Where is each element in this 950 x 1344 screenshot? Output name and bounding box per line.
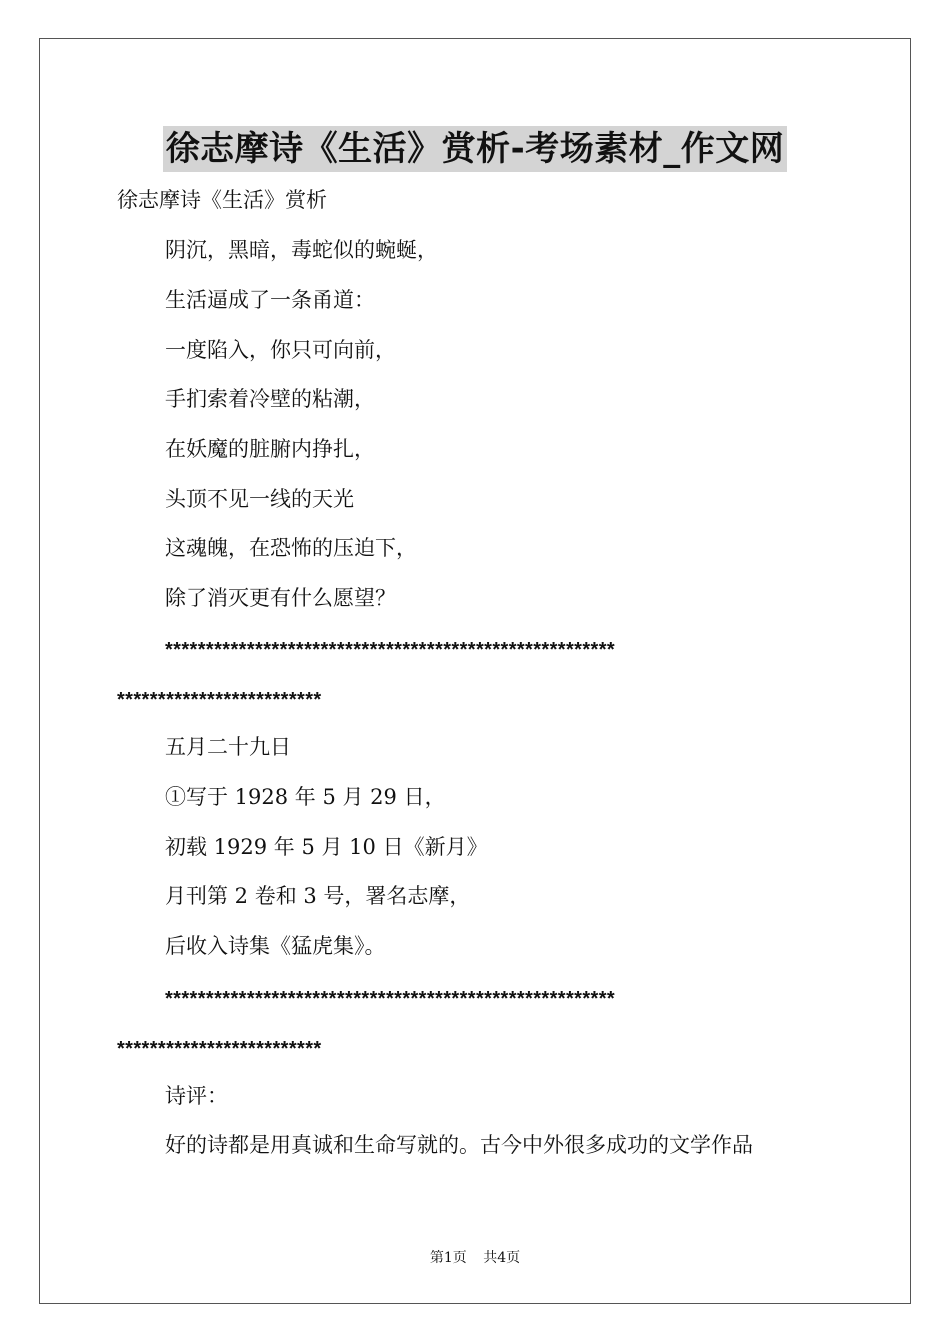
poem-line: 除了消灭更有什么愿望？: [165, 586, 396, 610]
poem-line: 手扪索着冷壁的粘潮，: [165, 387, 375, 411]
separator-stars: *******************************************************: [165, 988, 616, 1010]
note-line: 月刊第 2 卷和 3 号，署名志摩，: [165, 884, 471, 908]
note-line: ①写于 1928 年 5 月 29 日，: [165, 785, 446, 809]
poem-line: 生活逼成了一条甬道：: [165, 288, 375, 312]
title-container: [0, 126, 950, 172]
separator-stars: *************************: [117, 1038, 322, 1060]
poem-line: 一度陷入，你只可向前，: [165, 338, 396, 362]
page-footer: [0, 1247, 950, 1267]
page-total: 共4页: [483, 1250, 521, 1266]
separator-stars: *************************: [117, 689, 322, 711]
poem-line: 阴沉，黑暗，毒蛇似的蜿蜒，: [165, 238, 438, 262]
subtitle: 徐志摩诗《生活》赏析: [117, 188, 327, 212]
page-number: 第1页: [429, 1250, 467, 1266]
page-border: [39, 38, 911, 1304]
separator-stars: *******************************************************: [165, 639, 616, 661]
poem-line: 头顶不见一线的天光: [165, 487, 354, 511]
poem-line: 在妖魔的脏腑内挣扎，: [165, 437, 375, 461]
document-title: 徐志摩诗《生活》赏析-考场素材_作文网: [163, 126, 788, 172]
date-line: 五月二十九日: [165, 735, 291, 759]
review-text: 好的诗都是用真诚和生命写就的。古今中外很多成功的文学作品: [165, 1133, 753, 1157]
review-label: 诗评：: [165, 1084, 228, 1108]
note-line: 后收入诗集《猛虎集》。: [165, 934, 386, 958]
poem-line: 这魂魄，在恐怖的压迫下，: [165, 536, 417, 560]
note-line: 初载 1929 年 5 月 10 日《新月》: [165, 835, 488, 859]
